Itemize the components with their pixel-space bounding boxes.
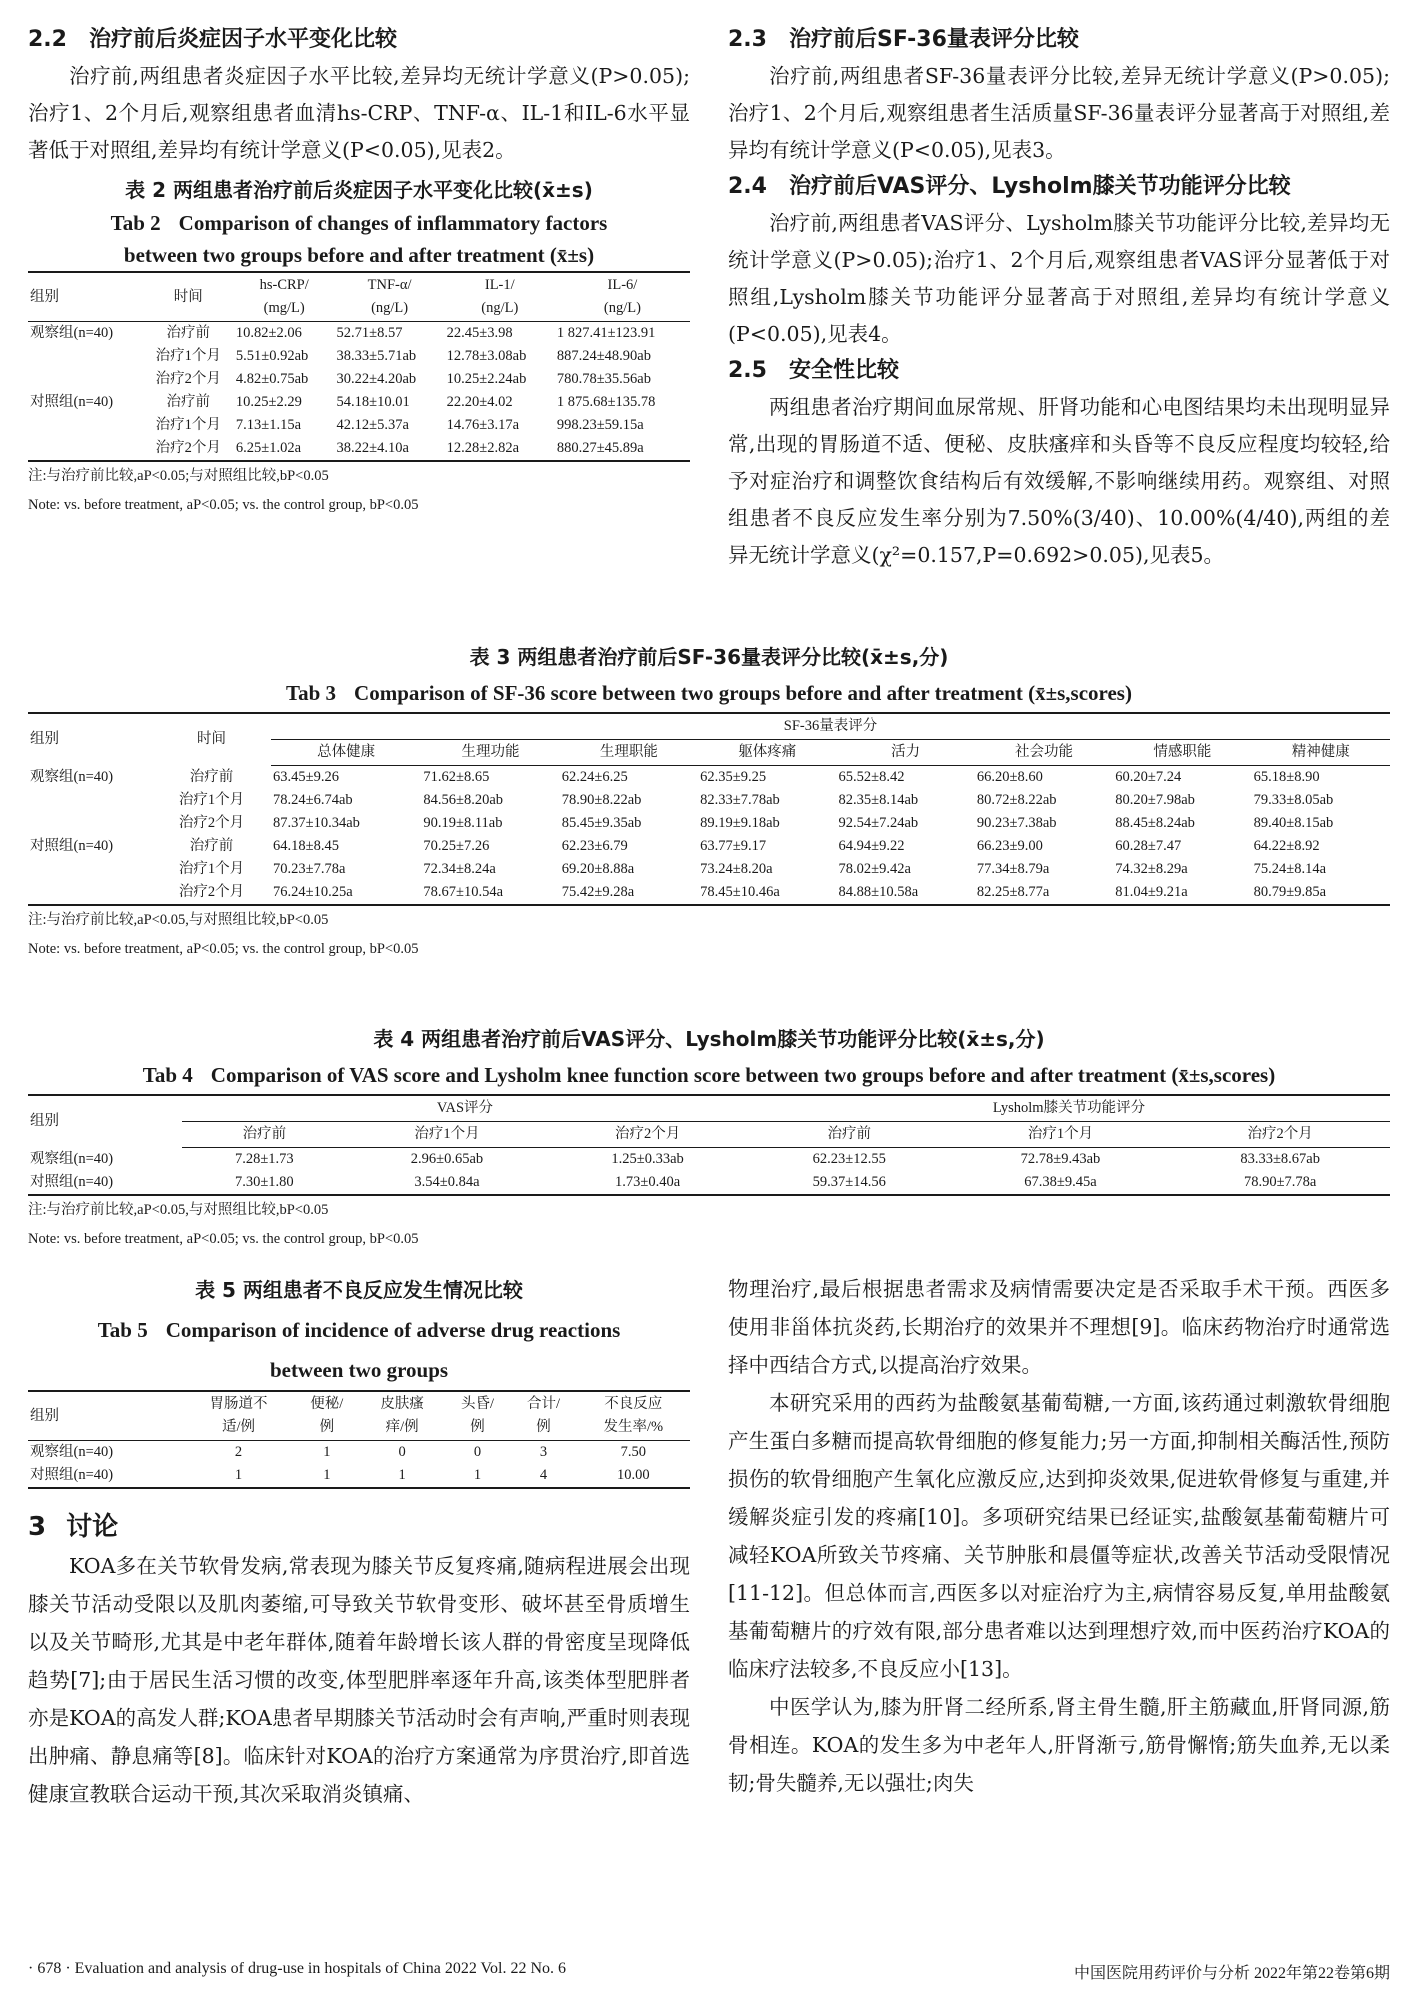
table-row bbox=[28, 1171, 1390, 1195]
value-cell: 22.45±3.98 bbox=[446, 325, 513, 341]
value-cell: 65.52±8.42 bbox=[838, 769, 905, 785]
value-cell: 77.34±8.79a bbox=[976, 861, 1050, 877]
caption-text: Comparison of SF-36 score between two groups before and after treatment (x̄±s,scores) bbox=[354, 681, 1132, 705]
value-cell: 78.45±10.46a bbox=[700, 884, 780, 900]
value-cell: 80.79±9.85a bbox=[1253, 884, 1327, 900]
value-cell: 5.51±0.92ab bbox=[235, 348, 309, 364]
column-header: 皮肤瘙 痒/例 bbox=[360, 1391, 445, 1441]
column-header: 情感职能 bbox=[1113, 740, 1251, 766]
value-cell: 62.35±9.25 bbox=[700, 769, 767, 785]
value-cell: 10.25±2.24ab bbox=[446, 371, 527, 387]
time-cell: 治疗1个月 bbox=[178, 861, 245, 877]
column-header: IL-1/ (ng/L) bbox=[445, 272, 555, 322]
column-header: 治疗1个月 bbox=[951, 1122, 1171, 1148]
section-number: 2.3 bbox=[728, 27, 767, 52]
value-cell: 69.20±8.88a bbox=[561, 861, 635, 877]
table-label: Tab 3 bbox=[286, 681, 337, 705]
value-cell: 82.33±7.78ab bbox=[700, 792, 780, 808]
section-2-4-paragraph: 治疗前,两组患者VAS评分、Lysholm膝关节功能评分比较,差异均无统计学意义(P>0.05);治疗1、2个月后,观察组患者VAS评分显著低于对照组,Lysholm膝关节功能评分显著高于对照组,差异均有统计学意义(P<0.05),见表4。 bbox=[728, 211, 1390, 346]
caption-text: Comparison of VAS score and Lysholm knee function score between two groups before and after treatment (x̄±s,scores) bbox=[210, 1063, 1276, 1087]
table-3-caption-cn: 表 3 两组患者治疗前后SF-36量表评分比较(x̄±s,分) bbox=[469, 645, 949, 669]
column-header: 总体健康 bbox=[271, 740, 421, 766]
table-4-note-en: Note: vs. before treatment, aP<0.05; vs. the control group, bP<0.05 bbox=[28, 1231, 419, 1247]
value-cell: 88.45±8.24ab bbox=[1115, 815, 1195, 831]
value-cell: 66.20±8.60 bbox=[976, 769, 1043, 785]
group-cell bbox=[28, 881, 152, 905]
value-cell: 0 bbox=[398, 1444, 406, 1460]
table-2-caption-en-2: between two groups before and after treatment (x̄±s) bbox=[123, 243, 595, 267]
value-cell: 78.67±10.54a bbox=[423, 884, 504, 900]
table-4 bbox=[28, 1022, 1390, 1254]
value-cell: 3 bbox=[539, 1444, 548, 1460]
table-label: Tab 5 bbox=[97, 1318, 148, 1342]
journal-page bbox=[28, 22, 1390, 1982]
value-cell: 1.73±0.40a bbox=[615, 1174, 681, 1190]
section-title: 治疗前后VAS评分、Lysholm膝关节功能评分比较 bbox=[788, 174, 1291, 199]
value-cell: 42.12±5.37a bbox=[336, 417, 409, 433]
section-2-4-heading bbox=[728, 169, 1390, 205]
table-2-caption-cn: 表 2 两组患者治疗前后炎症因子水平变化比较(x̄±s) bbox=[125, 178, 593, 202]
time-cell: 治疗2个月 bbox=[178, 815, 245, 831]
value-cell: 90.23±7.38ab bbox=[976, 815, 1057, 831]
table-3 bbox=[28, 640, 1390, 964]
value-cell: 60.28±7.47 bbox=[1115, 838, 1182, 854]
table-2 bbox=[28, 173, 690, 520]
value-cell: 0 bbox=[473, 1444, 482, 1460]
footer-right: 中国医院用药评价与分析 2022年第22卷第6期 bbox=[1073, 1965, 1390, 1982]
table-row bbox=[28, 835, 1390, 858]
value-cell: 75.42±9.28a bbox=[561, 884, 635, 900]
group-cell: 对照组(n=40) bbox=[30, 1467, 114, 1483]
column-header: 头昏/ 例 bbox=[445, 1391, 511, 1441]
table-4-note-cn: 注:与治疗前比较,aP<0.05,与对照组比较,bP<0.05 bbox=[28, 1202, 329, 1218]
value-cell: 75.24±8.14a bbox=[1253, 861, 1327, 877]
value-cell: 887.24±48.90ab bbox=[556, 348, 651, 364]
time-cell: 治疗2个月 bbox=[178, 884, 245, 900]
value-cell: 2 bbox=[234, 1444, 243, 1460]
value-cell: 22.20±4.02 bbox=[446, 394, 513, 410]
time-cell: 治疗1个月 bbox=[178, 792, 245, 808]
value-cell: 65.18±8.90 bbox=[1253, 769, 1320, 785]
left-column-bottom bbox=[28, 1270, 690, 1813]
value-cell: 7.28±1.73 bbox=[234, 1151, 294, 1167]
value-cell: 62.23±6.79 bbox=[561, 838, 628, 854]
column-header: 不良反应 发生率/% bbox=[577, 1391, 690, 1441]
time-cell: 治疗1个月 bbox=[155, 417, 221, 433]
value-cell: 62.23±12.55 bbox=[812, 1151, 886, 1167]
caption-text: Comparison of incidence of adverse drug reactions bbox=[165, 1318, 621, 1342]
value-cell: 12.28±2.82a bbox=[446, 440, 520, 456]
table-row bbox=[28, 881, 1390, 905]
table-2-caption-en-1 bbox=[28, 207, 690, 239]
value-cell: 72.34±8.24a bbox=[423, 861, 496, 877]
value-cell: 89.40±8.15ab bbox=[1253, 815, 1334, 831]
header-sf36: SF-36量表评分 bbox=[271, 713, 1390, 740]
value-cell: 1 bbox=[323, 1467, 331, 1483]
section-3-paragraph-1: KOA多在关节软骨发病,常表现为膝关节反复疼痛,随病程进展会出现膝关节活动受限以及肌肉萎缩,可导致关节软骨变形、破坏甚至骨质增生以及关节畸形,尤其是中老年群体,随着年龄增长该人群的骨密度呈现降低趋势[7];由于居民生活习惯的改变,体型肥胖率逐年升高,该类体型肥胖者亦是KOA的高发人群;KOA患者早期膝关节活动时会有声响,严重时则表现出肿痛、静息痛等[8]。临床针对KOA的治疗方案通常为序贯治疗,即首选健康宣教联合运动干预,其次采取消炎镇痛、 bbox=[28, 1554, 690, 1806]
value-cell: 10.82±2.06 bbox=[235, 325, 302, 341]
value-cell: 4 bbox=[539, 1467, 548, 1483]
section-number: 2.5 bbox=[728, 358, 767, 383]
table-label: Tab 4 bbox=[142, 1063, 193, 1087]
group-cell bbox=[28, 437, 143, 461]
column-header: 社会功能 bbox=[975, 740, 1113, 766]
section-title: 安全性比较 bbox=[788, 358, 899, 383]
value-cell: 64.22±8.92 bbox=[1253, 838, 1320, 854]
section-3-heading bbox=[28, 1507, 690, 1547]
table-row bbox=[28, 322, 690, 346]
table-3-note-en: Note: vs. before treatment, aP<0.05; vs. the control group, bP<0.05 bbox=[28, 941, 419, 957]
value-cell: 71.62±8.65 bbox=[423, 769, 490, 785]
group-cell bbox=[28, 789, 152, 812]
column-header: 时间 bbox=[143, 272, 234, 322]
value-cell: 38.33±5.71ab bbox=[336, 348, 417, 364]
table-row bbox=[28, 1148, 1390, 1172]
value-cell: 89.19±9.18ab bbox=[700, 815, 780, 831]
group-cell bbox=[28, 414, 143, 437]
table-4-caption-en bbox=[28, 1056, 1390, 1094]
header-lysholm: Lysholm膝关节功能评分 bbox=[748, 1095, 1390, 1122]
column-header: 躯体疼痛 bbox=[698, 740, 836, 766]
table-row bbox=[28, 391, 690, 414]
table-row bbox=[28, 812, 1390, 835]
column-header: TNF-α/ (ng/L) bbox=[335, 272, 445, 322]
section-2-3-paragraph: 治疗前,两组患者SF-36量表评分比较,差异无统计学意义(P>0.05);治疗1、2个月后,观察组患者生活质量SF-36量表评分显著高于对照组,差异均有统计学意义(P<0.05),见表3。 bbox=[728, 64, 1390, 162]
section-number: 2.4 bbox=[728, 174, 767, 199]
group-cell bbox=[28, 812, 152, 835]
table-label: Tab 2 bbox=[110, 211, 161, 235]
value-cell: 82.35±8.14ab bbox=[838, 792, 919, 808]
column-header: 生理职能 bbox=[560, 740, 698, 766]
group-cell: 观察组(n=40) bbox=[30, 325, 114, 341]
table-row bbox=[28, 789, 1390, 812]
table-row bbox=[28, 766, 1390, 790]
value-cell: 64.94±9.22 bbox=[838, 838, 905, 854]
value-cell: 880.27±45.89a bbox=[556, 440, 644, 456]
page-footer bbox=[28, 1960, 1390, 1990]
group-cell: 观察组(n=40) bbox=[30, 1444, 114, 1460]
group-cell: 观察组(n=40) bbox=[30, 1150, 114, 1167]
value-cell: 1 bbox=[323, 1444, 331, 1460]
value-cell: 66.23±9.00 bbox=[976, 838, 1043, 854]
group-cell: 对照组(n=40) bbox=[30, 838, 114, 854]
column-header: 治疗2个月 bbox=[1170, 1122, 1390, 1148]
column-header: 治疗1个月 bbox=[347, 1122, 548, 1148]
table-row bbox=[28, 414, 690, 437]
value-cell: 7.30±1.80 bbox=[234, 1174, 294, 1190]
group-cell bbox=[28, 368, 143, 391]
section-2-2-paragraph: 治疗前,两组患者炎症因子水平比较,差异均无统计学意义(P>0.05);治疗1、2个月后,观察组患者血清hs-CRP、TNF-α、IL-1和IL-6水平显著低于对照组,差异均有统计学意义(P<0.05),见表2。 bbox=[28, 64, 690, 162]
value-cell: 67.38±9.45a bbox=[1024, 1174, 1097, 1190]
table-row bbox=[28, 1441, 690, 1465]
value-cell: 78.02±9.42a bbox=[838, 861, 911, 877]
value-cell: 74.32±8.29a bbox=[1115, 861, 1188, 877]
time-cell: 治疗2个月 bbox=[155, 440, 221, 456]
value-cell: 79.33±8.05ab bbox=[1253, 792, 1334, 808]
footer-left: · 678 · Evaluation and analysis of drug-use in hospitals of China 2022 Vol. 22 No. 6 bbox=[28, 1960, 567, 1977]
time-cell: 治疗前 bbox=[166, 394, 211, 410]
table-row bbox=[28, 345, 690, 368]
value-cell: 82.25±8.77a bbox=[976, 884, 1050, 900]
value-cell: 38.22±4.10a bbox=[336, 440, 409, 456]
value-cell: 78.90±7.78a bbox=[1243, 1174, 1317, 1190]
value-cell: 78.24±6.74ab bbox=[273, 792, 353, 808]
value-cell: 85.45±9.35ab bbox=[561, 815, 642, 831]
column-header: 胃肠道不 适/例 bbox=[183, 1391, 294, 1441]
value-cell: 7.13±1.15a bbox=[235, 417, 302, 433]
column-header: 便秘/ 例 bbox=[294, 1391, 360, 1441]
time-cell: 治疗前 bbox=[166, 325, 211, 341]
table-row bbox=[28, 368, 690, 391]
value-cell: 780.78±35.56ab bbox=[556, 371, 651, 387]
section-title: 治疗前后炎症因子水平变化比较 bbox=[88, 27, 397, 52]
value-cell: 73.24±8.20a bbox=[700, 861, 773, 877]
table-row bbox=[28, 437, 690, 461]
header-vas: VAS评分 bbox=[182, 1095, 748, 1122]
header-time: 时间 bbox=[197, 731, 226, 748]
table-row bbox=[28, 1464, 690, 1488]
column-header: 治疗前 bbox=[182, 1122, 347, 1148]
discussion-paragraph-1: 物理治疗,最后根据患者需求及病情需要决定是否采取手术干预。西医多使用非甾体抗炎药,长期治疗的效果并不理想[9]。临床药物治疗时通常选择中西结合方式,以提高治疗效果。 bbox=[728, 1277, 1390, 1377]
value-cell: 84.88±10.58a bbox=[838, 884, 919, 900]
section-2-2-heading bbox=[28, 22, 690, 58]
value-cell: 87.37±10.34ab bbox=[273, 815, 360, 831]
value-cell: 1 827.41±123.91 bbox=[556, 325, 656, 341]
section-number: 2.2 bbox=[28, 27, 67, 52]
column-header: 活力 bbox=[836, 740, 974, 766]
value-cell: 10.00 bbox=[616, 1467, 650, 1483]
table-3-grid bbox=[28, 712, 1390, 906]
right-column-bottom bbox=[728, 1270, 1390, 1802]
value-cell: 81.04±9.21a bbox=[1115, 884, 1188, 900]
value-cell: 54.18±10.01 bbox=[336, 394, 410, 410]
column-header: 组别 bbox=[28, 272, 143, 322]
value-cell: 60.20±7.24 bbox=[1115, 769, 1182, 785]
table-5-grid bbox=[28, 1390, 690, 1489]
value-cell: 1 bbox=[398, 1467, 406, 1483]
column-header: 精神健康 bbox=[1252, 740, 1390, 766]
time-cell: 治疗2个月 bbox=[155, 371, 221, 387]
table-2-note-en: Note: vs. before treatment, aP<0.05; vs. the control group, bP<0.05 bbox=[28, 497, 419, 513]
left-column-top bbox=[28, 22, 690, 520]
column-header: 治疗2个月 bbox=[547, 1122, 748, 1148]
header-group: 组别 bbox=[30, 731, 59, 748]
value-cell: 83.33±8.67ab bbox=[1240, 1151, 1320, 1167]
group-cell: 对照组(n=40) bbox=[30, 394, 114, 410]
column-header: 生理功能 bbox=[421, 740, 559, 766]
discussion-paragraph-3: 中医学认为,膝为肝肾二经所系,肾主骨生髓,肝主筋藏血,肝肾同源,筋骨相连。KOA的发生多为中老年人,肝肾渐亏,筋骨懈惰;筋失血养,无以柔韧;骨失髓养,无以强壮;肉失 bbox=[728, 1695, 1390, 1795]
value-cell: 14.76±3.17a bbox=[446, 417, 520, 433]
table-2-grid bbox=[28, 271, 690, 462]
value-cell: 1.25±0.33ab bbox=[611, 1151, 684, 1167]
discussion-paragraph-2: 本研究采用的西药为盐酸氨基葡萄糖,一方面,该药通过刺激软骨细胞产生蛋白多糖而提高软骨细胞的修复能力;另一方面,抑制相关酶活性,预防损伤的软骨细胞产生氧化应激反应,达到抑炎效果,促进软骨修复与重建,并缓解炎症引发的疼痛[10]。多项研究结果已经证实,盐酸氨基葡萄糖片可减轻KOA所致关节疼痛、关节肿胀和晨僵等症状,改善关节活动受限情况[11-12]。但总体而言,西医多以对症治疗为主,病情容易反复,单用盐酸氨基葡萄糖片的疗效有限,部分患者难以达到理想疗效,而中医药治疗KOA的临床疗法较多,不良反应小[13]。 bbox=[728, 1391, 1390, 1681]
value-cell: 76.24±10.25a bbox=[273, 884, 353, 900]
value-cell: 3.54±0.84a bbox=[414, 1174, 480, 1190]
column-header: 组别 bbox=[28, 1391, 183, 1441]
value-cell: 70.25±7.26 bbox=[423, 838, 490, 854]
table-5-caption-en-2: between two groups bbox=[269, 1358, 449, 1382]
value-cell: 7.50 bbox=[620, 1444, 646, 1460]
section-2-3-heading bbox=[728, 22, 1390, 58]
column-header: hs-CRP/ (mg/L) bbox=[234, 272, 335, 322]
value-cell: 62.24±6.25 bbox=[561, 769, 628, 785]
value-cell: 6.25±1.02a bbox=[235, 440, 302, 456]
value-cell: 84.56±8.20ab bbox=[423, 792, 504, 808]
value-cell: 92.54±7.24ab bbox=[838, 815, 919, 831]
right-column-top bbox=[728, 22, 1390, 574]
value-cell: 63.77±9.17 bbox=[700, 838, 767, 854]
caption-text: Comparison of changes of inflammatory factors bbox=[178, 211, 608, 235]
value-cell: 52.71±8.57 bbox=[336, 325, 403, 341]
group-cell bbox=[28, 345, 143, 368]
value-cell: 59.37±14.56 bbox=[812, 1174, 886, 1190]
section-number: 3 bbox=[28, 1512, 47, 1542]
value-cell: 12.78±3.08ab bbox=[446, 348, 527, 364]
value-cell: 64.18±8.45 bbox=[273, 838, 339, 854]
column-header: IL-6/ (ng/L) bbox=[555, 272, 690, 322]
time-cell: 治疗1个月 bbox=[155, 348, 221, 364]
value-cell: 70.23±7.78a bbox=[273, 861, 346, 877]
time-cell: 治疗前 bbox=[189, 838, 234, 854]
table-5-caption-en-1 bbox=[28, 1310, 690, 1350]
section-title: 治疗前后SF-36量表评分比较 bbox=[788, 27, 1079, 52]
section-2-5-heading bbox=[728, 353, 1390, 389]
table-2-note-cn: 注:与治疗前比较,aP<0.05;与对照组比较,bP<0.05 bbox=[28, 468, 329, 484]
value-cell: 1 bbox=[473, 1467, 482, 1483]
table-5 bbox=[28, 1270, 690, 1489]
value-cell: 1 bbox=[234, 1467, 243, 1483]
table-3-caption-en bbox=[28, 674, 1390, 712]
value-cell: 80.72±8.22ab bbox=[976, 792, 1057, 808]
column-header: 合计/ 例 bbox=[511, 1391, 577, 1441]
group-cell: 对照组(n=40) bbox=[30, 1174, 114, 1190]
table-row bbox=[28, 858, 1390, 881]
value-cell: 998.23±59.15a bbox=[556, 417, 644, 433]
value-cell: 72.78±9.43ab bbox=[1020, 1151, 1101, 1167]
value-cell: 4.82±0.75ab bbox=[235, 371, 309, 387]
table-4-caption-cn: 表 4 两组患者治疗前后VAS评分、Lysholm膝关节功能评分比较(x̄±s,分) bbox=[373, 1027, 1045, 1051]
value-cell: 80.20±7.98ab bbox=[1115, 792, 1195, 808]
section-2-5-paragraph: 两组患者治疗期间血尿常规、肝肾功能和心电图结果均未出现明显异常,出现的胃肠道不适、便秘、皮肤瘙痒和头昏等不良反应程度均较轻,给予对症治疗和调整饮食结构后有效缓解,不影响继续用药。观察组、对照组患者不良反应发生率分别为7.50%(3/40)、10.00%(4/40),两组的差异无统计学意义(χ²=0.157,P=0.692>0.05),见表5。 bbox=[728, 395, 1390, 567]
group-cell bbox=[28, 858, 152, 881]
value-cell: 2.96±0.65ab bbox=[410, 1151, 484, 1167]
value-cell: 30.22±4.20ab bbox=[336, 371, 417, 387]
header-group: 组别 bbox=[30, 1113, 59, 1130]
value-cell: 1 875.68±135.78 bbox=[556, 394, 656, 410]
value-cell: 90.19±8.11ab bbox=[423, 815, 503, 831]
value-cell: 10.25±2.29 bbox=[235, 394, 302, 410]
value-cell: 78.90±8.22ab bbox=[561, 792, 642, 808]
time-cell: 治疗前 bbox=[189, 768, 234, 785]
table-4-grid bbox=[28, 1094, 1390, 1196]
table-5-caption-cn: 表 5 两组患者不良反应发生情况比较 bbox=[195, 1278, 523, 1302]
section-title: 讨论 bbox=[66, 1512, 119, 1542]
column-header: 治疗前 bbox=[748, 1122, 951, 1148]
group-cell: 观察组(n=40) bbox=[30, 768, 114, 785]
value-cell: 63.45±9.26 bbox=[273, 769, 339, 785]
table-3-note-cn: 注:与治疗前比较,aP<0.05,与对照组比较,bP<0.05 bbox=[28, 912, 329, 928]
